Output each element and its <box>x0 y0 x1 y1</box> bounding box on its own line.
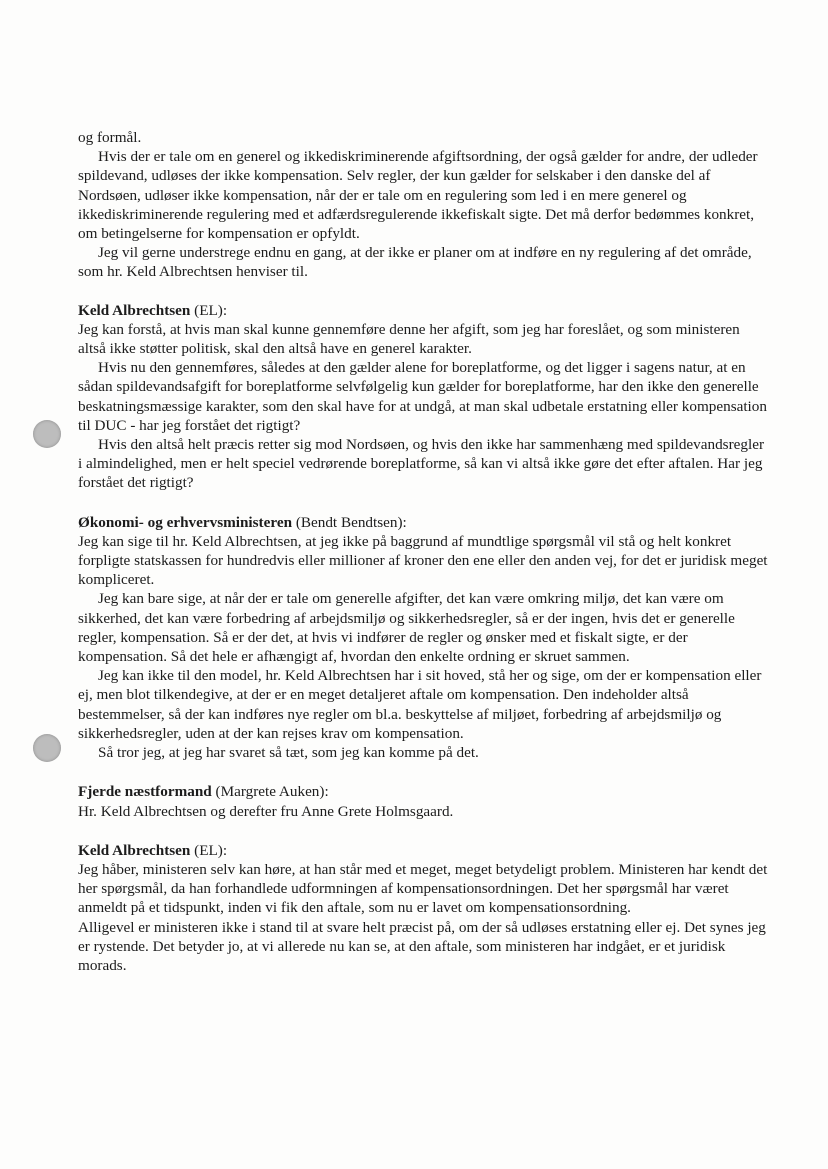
speaker-line <box>78 513 768 532</box>
speaker-line <box>78 841 768 860</box>
speech-paragraph: Jeg kan bare sige, at når der er tale om generelle afgifter, det kan være omkring miljø, det kan være om sikkerhed, det kan være forbedring af arbejdsmiljø og sikkerhedsregler, så er der ingen, hvis det er generelle regler, kompensation. Så er der det, at hvis vi indfører de regler og ønsker med et fiskalt sigte, er der kompensation. Så det hele er afhængigt af, hvordan den enkelte ordning er skruet sammen. <box>78 590 735 666</box>
speaker-name: Keld Albrechtsen <box>78 301 191 319</box>
opening-line: og formål. <box>78 129 142 146</box>
speech-section <box>78 301 768 493</box>
speaker-name: Keld Albrechtsen <box>78 841 191 859</box>
speech-paragraph: Hvis nu den gennemføres, således at den gælder alene for boreplatforme, og det ligger i sagens natur, at en sådan spildevandsafgift for boreplatforme selvfølgelig kun gælder for boreplatforme, har den ikke den generelle beskatningsmæssige karakter, som den skal have for at undgå, at man skal udbetale erstatning eller kompensation til DUC - har jeg forstået det rigtigt? <box>78 359 767 434</box>
speech-section <box>78 841 768 975</box>
speech-paragraph: Alligevel er ministeren ikke i stand til at svare helt præcist på, om der så udløses erstatning eller ej. Det synes jeg er rystende. Det betyder jo, at vi allerede nu kan se, at den aftale, som ministeren har indgået, er et juridisk morads. <box>78 918 766 974</box>
speaker-name: Fjerde næstformand <box>78 783 212 801</box>
speaker-name: Økonomi- og erhvervsministeren <box>78 513 293 531</box>
speech-paragraph: Jeg kan ikke til den model, hr. Keld Albrechtsen har i sit hoved, stå her og sige, om der er kompensation eller ej, men blot tilkendegive, at der er en meget detaljeret aftale om kompensation. Den indeholder altså bestemmelser, så der kan indføres nye regler om bl.a. beskyttelse af miljøet, forbedring af arbejdsmiljø og sikkerhedsregler, uden at der kan rejses krav om kompensation. <box>78 667 762 742</box>
speaker-party: (Bendt Bendtsen): <box>295 513 407 531</box>
speech-paragraph: Jeg kan sige til hr. Keld Albrechtsen, at jeg ikke på baggrund af mundtlige spørgsmål vil stå og helt konkret forpligte statskassen for hundredvis eller millioner af kroner den ene eller den anden vej, for det er juridisk meget kompliceret. <box>78 532 768 589</box>
speech-paragraph: Hvis den altså helt præcis retter sig mod Nordsøen, og hvis den ikke har sammenhæng med spildevandsregler i almindelighed, men er helt speciel vedrørende boreplatforme, så kan vi altså ikke gøre det efter aftalen. Har jeg forstået det rigtigt? <box>78 436 765 492</box>
speech-section <box>78 782 768 820</box>
speech-paragraph: Så tror jeg, at jeg har svaret så tæt, som jeg kan komme på det. <box>98 744 479 762</box>
punch-hole-upper <box>33 420 61 448</box>
speaker-party: (EL): <box>194 301 228 319</box>
speech-paragraph: Jeg kan forstå, at hvis man skal kunne gennemføre denne her afgift, som jeg har foreslået, og som ministeren altså ikke støtter politisk, skal den altså have en generel karakter. <box>78 320 740 358</box>
speech-paragraph: Jeg håber, ministeren selv kan høre, at han står med et meget, meget betydeligt problem. Ministeren har kendt det her spørgsmål, da han forhandlede udformningen af kompensationsordningen. Det her spørgsmål har været anmeldt på et tidspunkt, inden vi fik den aftale, som nu er lavet om kompensationsordning. <box>78 860 768 917</box>
document-body <box>78 128 768 975</box>
punch-hole-lower <box>33 734 61 762</box>
speaker-line <box>78 301 768 320</box>
opening-paragraph: Hvis der er tale om en generel og ikkediskriminerende afgiftsordning, der også gælder for andre, der udleder spildevand, udløses der ikke kompensation. Selv regler, der kun gælder for selskaber i den danske del af Nordsøen, udløser ikke kompensation, når der er tale om en regulering som led i en mere generel og ikkediskriminerende regulering med et adfærdsregulerende ikkefiskalt sigte. Det må derfor bedømmes konkret, om betingelserne for kompensation er opfyldt. <box>78 148 758 243</box>
speaker-line <box>78 782 768 801</box>
speaker-party: (EL): <box>194 841 228 859</box>
speaker-party: (Margrete Auken): <box>215 783 329 801</box>
speech-section <box>78 513 768 763</box>
speech-paragraph: Hr. Keld Albrechtsen og derefter fru Anne Grete Holmsgaard. <box>78 802 454 820</box>
opening-paragraph: Jeg vil gerne understrege endnu en gang, at der ikke er planer om at indføre en ny regulering af det område, som hr. Keld Albrechtsen henviser til. <box>78 244 752 281</box>
